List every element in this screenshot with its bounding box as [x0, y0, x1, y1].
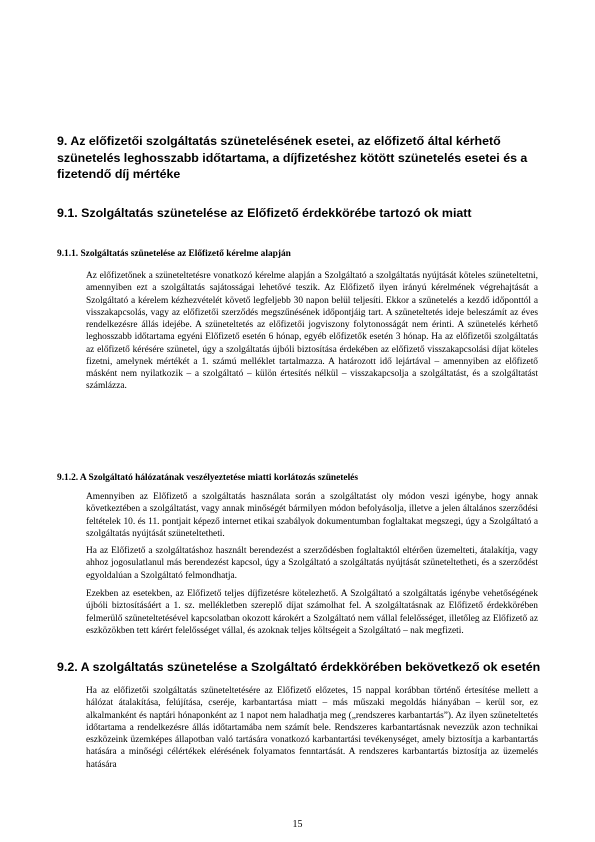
section-9-2-heading: 9.2. A szolgáltatás szünetelése a Szolgáltató érdekkörében bekövetkező ok esetén [57, 660, 541, 674]
paragraph-9-1-1: Az előfizetőnek a szüneteltetésre vonatkozó kérelme alapján a Szolgáltató a szolgáltatás nyújtását köteles szüneteltetni, amennyiben ezt a szolgáltatás sajátosságai lehetővé teszik. Az Előfizető ilyen irányú kérelmének végrehajtását a Szolgáltató a kérelem kézhezvételét követő legfeljebb 30 napon belül teljesíti. Ekkor a szünetelés a kezdő időponttól a visszakapcsolás, vagy az előfizetői szerződés megszűnésének időpontjáig tart. A szüneteltetés ideje beleszámít az éves rendelkezésre állás idejébe. A szüneteltetés az előfizetői jogviszony folytonosságát nem érinti. A szünetelés kérhető leghosszabb időtartama egyéni Előfizető esetén 6 hónap, egyéb előfizetők esetén 3 hónap. Ha az előfizetői szolgáltatás az előfizető kérésére szünetel, úgy a szolgáltatás újbóli biztosítása érdekében az előfizető visszakapcsolási díjat köteles fizetni, amelynek mértékét a 1. számú melléklet tartalmazza. A határozott idő lejártával – amennyiben az előfizető másként nem nyilatkozik – a szolgáltató – külön értesítés nélkül – visszakapcsolja a szolgáltatást, és a szolgáltatást számlázza. [86, 271, 538, 392]
paragraph-9-1-2-a: Amennyiben az Előfizető a szolgáltatás használata során a szolgáltatást oly módon veszi igénybe, hogy annak következtében a szolgáltatást, vagy annak minőségét bármilyen módon befolyásolja, illetve a jelen általános szerződési feltételek 10. és 11. pontjait képező internet etikai szabályok dokumentumban foglaltakat megszegi, úgy a Szolgáltató a szolgáltatás nyújtását szüneteltetheti. [86, 492, 538, 539]
section-9-1-1-heading: 9.1.1. Szolgáltatás szünetelése az Előfizető kérelme alapján [57, 249, 291, 259]
section-9-1-2-heading: 9.1.2. A Szolgáltató hálózatának veszélyeztetése miatti korlátozás szünetelés [57, 473, 358, 483]
section-9-heading: 9. Az előfizetői szolgáltatás szünetelésének esetei, az előfizető által kérhető szünetelés leghosszabb időtartama, a díjfizetéshez kötött szünetelés esetei és a fizetendő díj mértéke [57, 134, 528, 181]
section-9-1-heading: 9.1. Szolgáltatás szünetelése az Előfizető érdekkörébe tartozó ok miatt [57, 206, 472, 220]
page-number: 15 [292, 819, 303, 830]
paragraph-9-1-2-c: Ezekben az esetekben, az Előfizető teljes díjfizetésre kötelezhető. A Szolgáltató a szolgáltatás igénybe vehetőségének újbóli biztosításáért a 1. sz. mellékletben szereplő díjat számolhat fel. A szolgáltatásnak az Előfizető érdekkörében felmerülő szüneteltetésével kapcsolatban okozott károkért a Szolgáltató nem vállal felelősséget, illetőleg az Előfizető az eszközökben tett kárért felelősséget vállal, és azoknak teljes költségeit a Szolgáltató – nak megfizeti. [86, 589, 538, 636]
paragraph-9-1-2-b: Ha az Előfizető a szolgáltatáshoz használt berendezést a szerződésben foglaltaktól eltérően üzemelteti, átalakítja, vagy ahhoz jogosulatlanul más berendezést kapcsol, úgy a Szolgáltató a szolgáltatás nyújtását szüneteltetheti, és a szerződést egyoldalúan a Szolgáltató felmondhatja. [86, 546, 538, 581]
paragraph-9-2: Ha az előfizetői szolgáltatás szüneteltetésére az Előfizető előzetes, 15 nappal korábban történő értesítése mellett a hálózat átalakítása, felújítása, cseréje, karbantartása miatt – más műszaki megoldás hiányában – kerül sor, ez alkalmanként és naptári hónaponként az 1 napot nem haladhatja meg („rendszeres karbantartás”). Az ilyen szüneteltetés időtartama a rendelkezésre állás időtartamába nem számít bele. Rendszeres karbantartásnak nevezzük azon technikai eszközeink üzemképes állapotban való tartására vonatkozó karbantartási tevékenységet, amely biztosítja a karbantartás hatására a minőségi célértékek elérésének folyamatos fenntartását. A rendszeres karbantartás biztosítja az üzemelés hatására [86, 686, 538, 770]
